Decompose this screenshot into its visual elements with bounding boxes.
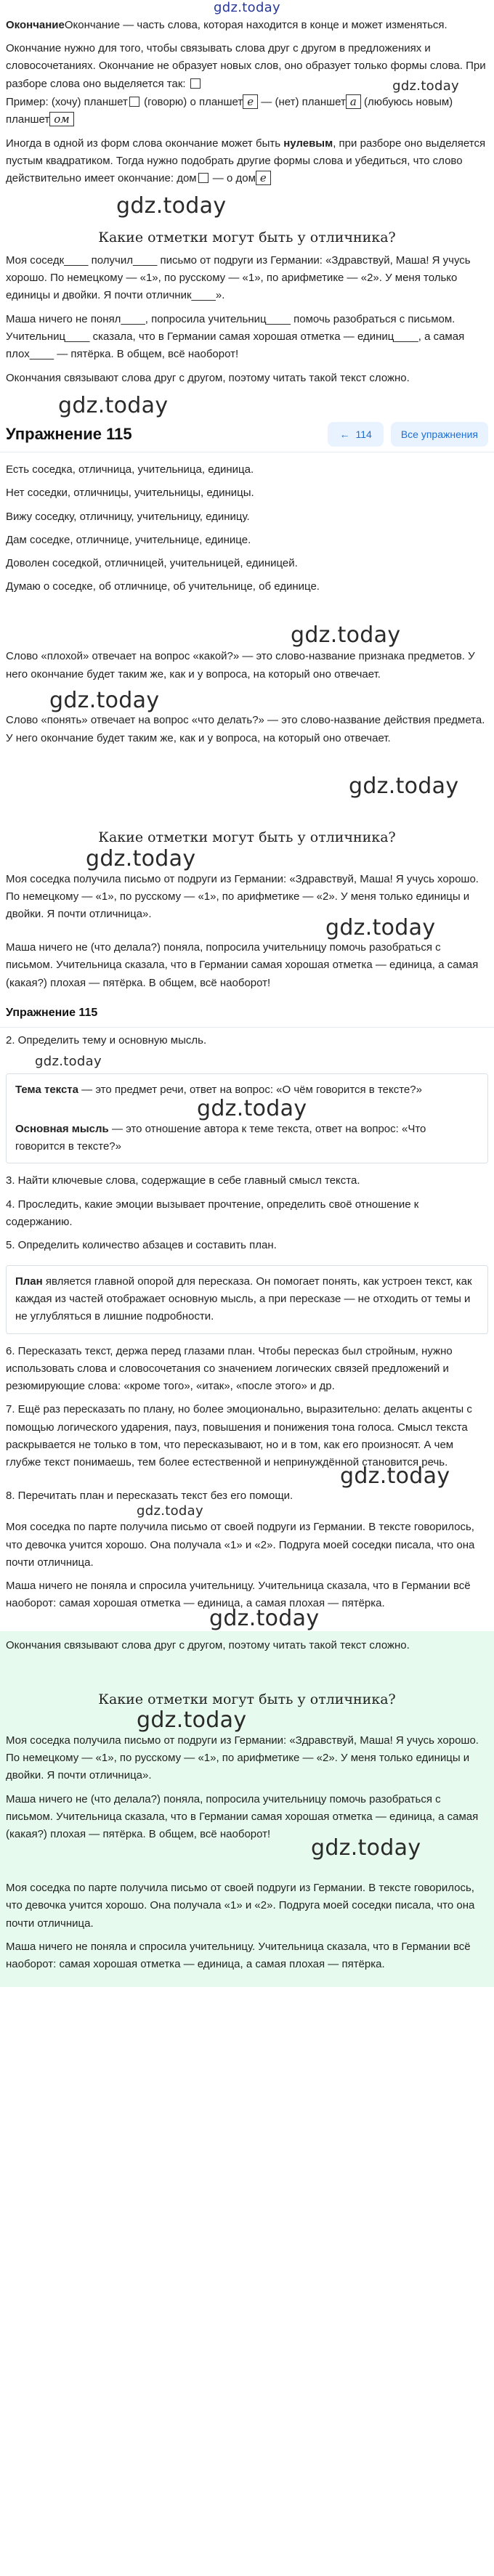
- declension-line: Доволен соседкой, отличницей, учительницей, единицей.: [6, 557, 298, 570]
- watermark: gdz.today: [325, 914, 436, 940]
- intro-example: Пример: (хочу) планшет (говорю) о планшет е — (нет) планшет а (любуюсь новым) планшет ом: [6, 94, 453, 126]
- declension-line: Думаю о соседке, об отличнице, об учительнице, об единице.: [6, 580, 320, 593]
- letter-paragraph: Моя соседка получила письмо от подруги из Германии: «Здравствуй, Маша! Я учусь хорошо. По немецкому — «1», по русскому — «1», по арифметике — «2». У меня только единицы и двойки. Я почти отличница».: [6, 872, 479, 921]
- letter-paragraph: Маша ничего не (что делала?) поняла, попросила учительницу помочь разобраться с письмом. Учительница сказала, что в Германии самая хорошая отметка — единица, а самая (какая?) плохая — пятёрка. В общем, всё наоборот!: [6, 941, 479, 989]
- note-topic: Тема текста — это предмет речи, ответ на вопрос: «О чём говорится в тексте?» gdz.today Основная мысль — это отношение автора к теме текста, ответ на вопрос: «Что говорится в тексте?»: [6, 1073, 488, 1163]
- intro-definition: ОкончаниеОкончание — часть слова, которая находится в конце и может изменяться.: [6, 18, 448, 31]
- watermark: gdz.today: [197, 1096, 307, 1122]
- exercise-nav: [328, 422, 488, 447]
- retelling-steps-2: [0, 1171, 494, 1261]
- watermark: gdz.today: [311, 1835, 421, 1861]
- letter-paragraph: Маша ничего не понял____, попросила учительниц____ помочь разобраться с письмом. Учительниц____ сказала, что в Германии самая хорошая отметка — единиц____, а самая плох____ — пятёрка. В общем, всё наоборот!: [6, 312, 465, 361]
- step-2: 2. Определить тему и основную мысль.: [6, 1033, 207, 1047]
- null-ending-square-icon: [190, 78, 201, 89]
- step-6: 6. Пересказать текст, держа перед глазами план. Чтобы пересказ был стройным, нужно использовать слова и словосочетания со значением логических связей предложений и резюмирующие слова: «кроме того», «итак», «после этого» и др.: [6, 1344, 453, 1393]
- watermark: gdz.today: [49, 687, 160, 713]
- watermark: gdz.today: [214, 0, 280, 15]
- watermark: gdz.today: [209, 1605, 320, 1631]
- final-answer: [0, 1631, 494, 1986]
- declension-line: Есть соседка, отличница, учительница, единица.: [6, 463, 254, 476]
- intro-null-ending: Иногда в одной из форм слова окончание может быть нулевым, при разборе оно выделяется пустым квадратиком. Тогда нужно подобрать другие формы слова и убедиться, что слово действительно имеет окончание: дом — о дом е: [6, 137, 486, 185]
- exercise-title: Упражнение 115: [6, 425, 132, 444]
- letter-title: Какие отметки могут быть у отличника?: [98, 229, 396, 245]
- step-5: 5. Определить количество абзацев и составить план.: [6, 1239, 277, 1252]
- watermark: gdz.today: [340, 1463, 450, 1489]
- watermark: gdz.today: [58, 392, 169, 418]
- watermark: gdz.today: [291, 622, 401, 648]
- watermark: gdz.today: [86, 846, 196, 872]
- watermark: gdz.today: [137, 1503, 203, 1519]
- letter-title: Какие отметки могут быть у отличника?: [98, 829, 396, 846]
- watermark: gdz.today: [116, 193, 227, 219]
- letter-gaps: [0, 218, 494, 394]
- watermark: gdz.today: [349, 773, 459, 799]
- retelling-steps-3: [0, 1341, 494, 1632]
- declension-line: Нет соседки, отличницы, учительницы, единицы.: [6, 487, 254, 500]
- retelling-steps: [0, 1028, 494, 1070]
- watermark: gdz.today: [392, 78, 459, 94]
- watermark: gdz.today: [137, 1707, 247, 1734]
- final-conclusion: Окончания связывают слова друг с другом, поэтому читать такой текст сложно.: [6, 1639, 410, 1652]
- intro-section: [0, 15, 494, 195]
- explanation-plokhoy: Слово «плохой» отвечает на вопрос «какой?» — это слово-название признака предметов. У него окончание будет таким же, как и у вопроса, на который оно отвечает.: [6, 650, 475, 680]
- exercise-header: [0, 417, 494, 452]
- all-exercises-button[interactable]: Все упражнения: [391, 422, 488, 447]
- exercise-answer: [0, 452, 494, 604]
- letter-conclusion: Окончания связывают слова друг с другом, поэтому читать такой текст сложно.: [6, 371, 410, 384]
- prev-exercise-button[interactable]: ← 114: [328, 422, 383, 447]
- watermark: gdz.today: [35, 1054, 102, 1070]
- exercise-title: Упражнение 115: [6, 1006, 98, 1019]
- letter-title: Какие отметки могут быть у отличника?: [98, 1691, 396, 1707]
- intro-purpose: Окончание нужно для того, чтобы связывать слова друг с другом в предложениях и словосочетаниях. Окончание не образует новых слов, оно образует только формы слова. При разборе слова оно выделяется так:: [6, 42, 486, 90]
- retelling-paragraph: Моя соседка по парте получила письмо от своей подруги из Германии. В тексте говорилось, что девочка учится хорошо. Она получала «1» и «2». Подруга моей соседки писала, что она почти отличница.: [6, 1521, 475, 1569]
- final-paragraph: Маша ничего не поняла и спросила учительницу. Учительница сказала, что в Германии всё наоборот: самая хорошая отметка — единица, а самая плохая — пятёрка.: [6, 1940, 471, 1971]
- final-paragraph: Маша ничего не (что делала?) поняла, попросила учительницу помочь разобраться с письмом. Учительница сказала, что в Германии самая хорошая отметка — единица, а самая (какая?) плохая — пятёрка. В общем, всё наоборот!: [6, 1792, 479, 1841]
- note-plan: План является главной опорой для пересказа. Он помогает понять, как устроен текст, как каждая из частей отображает основную мысль, а при пересказе — не отходить от темы и не углубляться в лишние подробности.: [6, 1265, 488, 1334]
- step-4: 4. Проследить, какие эмоции вызывает прочтение, определить своё отношение к содержанию.: [6, 1198, 419, 1229]
- exercise-explanations: [0, 646, 494, 755]
- declension-line: Дам соседке, отличнице, учительнице, единице.: [6, 533, 251, 546]
- step-3: 3. Найти ключевые слова, содержащие в себе главный смысл текста.: [6, 1174, 360, 1187]
- final-paragraph: Моя соседка по парте получила письмо от своей подруги из Германии. В тексте говорилось, что девочка учится хорошо. Она получала «1» и «2». Подруга моей соседки писала, что она почти отличница.: [6, 1882, 475, 1930]
- step-8: 8. Перечитать план и пересказать текст без его помощи.: [6, 1490, 293, 1503]
- letter-paragraph: Моя соседк____ получил____ письмо от подруги из Германии: «Здравствуй, Маша! Я учусь хорошо. По немецкому — «1», по русскому — «1», по арифметике — «2». У меня только единицы и двойки. Я почти отличник____».: [6, 253, 471, 302]
- step-7: 7. Ещё раз пересказать по плану, но более эмоционально, выразительно: делать акценты с помощью логического ударения, пауз, повышения и понижения тона голоса. Смысл текста раскрывается не только в том, что пересказывают, но и в том, как его произносят. А чем глубже текст понимаешь, тем более естественной и непринуждённой становится речь.: [6, 1403, 472, 1469]
- arrow-left-icon: ←: [339, 428, 350, 440]
- letter-filled: [0, 818, 494, 999]
- exercise-header-repeat: [0, 999, 494, 1028]
- declension-line: Вижу соседку, отличницу, учительницу, единицу.: [6, 510, 250, 523]
- explanation-ponyat: Слово «понять» отвечает на вопрос «что делать?» — это слово-название действия предмета. У него окончание будет таким же, как и у вопроса, на который оно отвечает.: [6, 714, 485, 744]
- retelling-paragraph: Маша ничего не поняла и спросила учительницу. Учительница сказала, что в Германии всё наоборот: самая хорошая отметка — единица, а самая плохая — пятёрка.: [6, 1580, 471, 1610]
- final-paragraph: Моя соседка получила письмо от подруги из Германии: «Здравствуй, Маша! Я учусь хорошо. По немецкому — «1», по русскому — «1», по арифметике — «2». У меня только единицы и двойки. Я почти отличница».: [6, 1734, 479, 1782]
